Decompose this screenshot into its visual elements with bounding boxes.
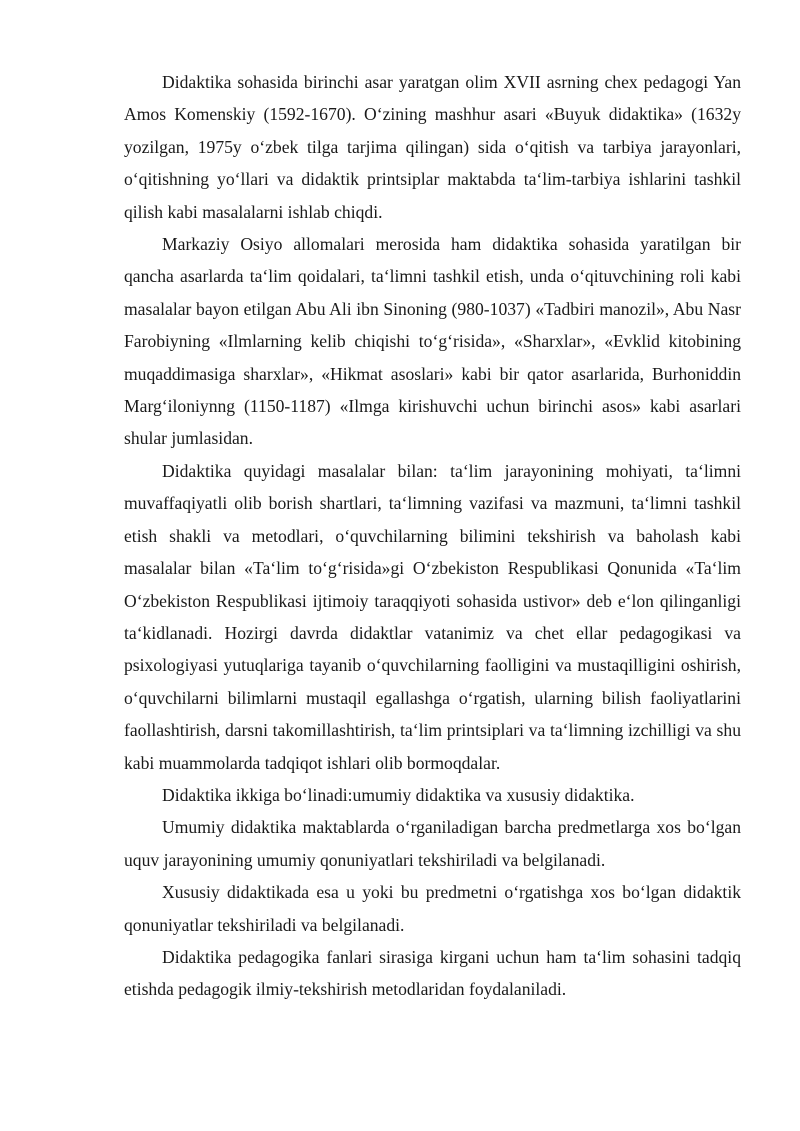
paragraph-special-didactics: Xususiy didaktikada esa u yoki bu predmetni o‘rgatishga xos bo‘lgan didaktik qonuniyatlar tekshiriladi va belgilanadi. [124, 882, 741, 935]
paragraph-didactics-issues: Didaktika quyidagi masalalar bilan: ta‘lim jarayonining mohiyati, ta‘limni muvaffaqiyatli olib borish shartlari, ta‘limning vazifasi va mazmuni, ta‘limni tashkil etish shakli va metodlari, o‘quvchilarning bilimini tekshirish va baholash kabi masalalar bilan «Ta‘lim to‘g‘risida»gi O‘zbekiston Respublikasi Qonunida «Ta‘lim O‘zbekiston Respublikasi ijtimoiy taraqqiyoti sohasida ustivor» deb e‘lon qilinganligi ta‘kidlanadi. Hozirgi davrda didaktlar vatanimiz va chet ellar pedagogikasi va psixologiyasi yutuqlariga tayanib o‘quvchilarning faolligini va mustaqilligini oshirish, o‘quvchilarni bilimlarni mustaqil egallashga o‘rgatish, ularning bilish faoliyatlarini faollashtirish, darsni takomillashtirish, ta‘lim printsiplari va ta‘limning izchilligi va shu kabi muammolarda tadqiqot ishlari olib bormoqdalar. [124, 460, 741, 773]
paragraph-research-methods: Didaktika pedagogika fanlari sirasiga kirgani uchun ham ta‘lim sohasini tadqiq etishda pedagogik ilmiy-tekshirish metodlaridan foydalaniladi. [124, 946, 741, 1000]
paragraph-central-asian-scholars: Markaziy Osiyo allomalari merosida ham didaktika sohasida yaratilgan bir qancha asarlarda ta‘lim qoidalari, ta‘limni tashkil etish, unda o‘qituvchining roli kabi masalalar bayon etilgan Abu Ali ibn Sinoning (980-1037) «Tadbiri manozil», Abu Nasr Farobiyning «Ilmlarning kelib chiqishi to‘g‘risida», «Sharxlar», «Evklid kitobining muqaddimasiga sharxlar», «Hikmat asoslari» kabi bir qator asarlarida, Burhoniddin Marg‘iloniynng (1150-1187) «Ilmga kirishuvchi uchun birinchi asos» kabi asarlari shular jumlasidan. [124, 234, 741, 449]
document-body [124, 66, 741, 1006]
paragraph-komenskiy: Didaktika sohasida birinchi asar yaratgan olim XVII asrning chex pedagogi Yan Amos Komenskiy (1592-1670). O‘zining mashhur asari «Buyuk didaktika» (1632y yozilgan, 1975y o‘zbek tilga tarjima qilingan) sida o‘qitish va tarbiya jarayonlari, o‘qitishning yo‘llari va didaktik printsiplar maktabda ta‘lim-tarbiya ishlarini tashkil qilish kabi masalalarni ishlab chiqdi. [124, 72, 741, 222]
paragraph-didactics-division: Didaktika ikkiga bo‘linadi:umumiy didaktika va xususiy didaktika. [162, 784, 635, 805]
paragraph-general-didactics: Umumiy didaktika maktablarda o‘rganiladigan barcha predmetlarga xos bo‘lgan uquv jarayonining umumiy qonuniyatlari tekshiriladi va belgilanadi. [124, 817, 741, 870]
